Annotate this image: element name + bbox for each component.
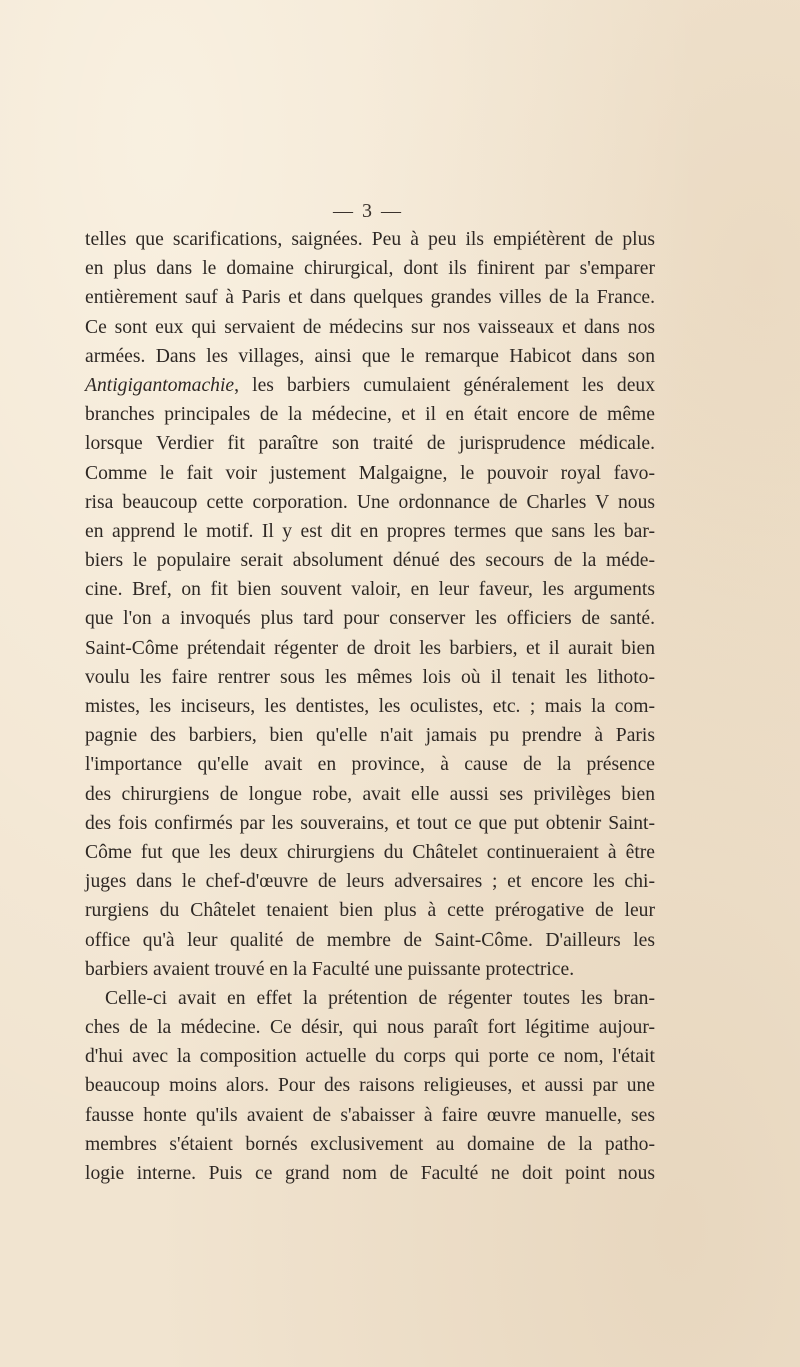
paragraph	[85, 225, 655, 984]
text-line: logie interne. Puis ce grand nom de Faculté ne doit point nous	[85, 1163, 655, 1184]
text-line: membres s'étaient bornés exclusivement au domaine de la patho-	[85, 1133, 655, 1155]
text-line: biers le populaire serait absolument dénué des secours de la méde-	[85, 550, 655, 572]
text-line: entièrement sauf à Paris et dans quelques grandes villes de la France.	[85, 287, 655, 309]
text-line	[85, 371, 655, 400]
text-line: lorsque Verdier fit paraître son traité de jurisprudence médicale.	[85, 433, 655, 455]
text-line: barbiers avaient trouvé en la Faculté une puissante protectrice.	[85, 958, 575, 980]
text-line: Comme le fait voir justement Malgaigne, le pouvoir royal favo-	[85, 462, 655, 484]
text-line: branches principales de la médecine, et il en était encore de même	[85, 404, 655, 426]
text-line: pagnie des barbiers, bien qu'elle n'ait jamais pu prendre à Paris	[85, 725, 655, 747]
text-line: des chirurgiens de longue robe, avait elle aussi ses privilèges bien	[85, 783, 655, 805]
text-line: que l'on a invoqués plus tard pour conserver les officiers de santé.	[85, 608, 655, 630]
text-line: Ce sont eux qui servaient de médecins sur nos vaisseaux et dans nos	[85, 316, 655, 338]
text-fragment: , les barbiers cumulaient généralement les deux	[234, 374, 655, 396]
text-line: telles que scarifications, saignées. Peu à peu ils empiétèrent de plus	[85, 229, 655, 250]
text-line: cine. Bref, on fit bien souvent valoir, en leur faveur, les arguments	[85, 579, 655, 601]
text-line: fausse honte qu'ils avaient de s'abaisser à faire œuvre manuelle, ses	[85, 1104, 655, 1126]
text-line: Saint-Côme prétendait régenter de droit les barbiers, et il aurait bien	[85, 637, 655, 659]
text-line: en apprend le motif. Il y est dit en propres termes que sans les bar-	[85, 520, 655, 542]
text-line: Celle-ci avait en effet la prétention de régenter toutes les bran-	[105, 987, 655, 1009]
text-line: rurgiens du Châtelet tenaient bien plus à cette prérogative de leur	[85, 900, 655, 922]
body-text	[85, 225, 655, 1188]
text-line: beaucoup moins alors. Pour des raisons religieuses, et aussi par une	[85, 1075, 655, 1097]
text-line: mistes, les inciseurs, les dentistes, les oculistes, etc. ; mais la com-	[85, 696, 655, 717]
text-line: en plus dans le domaine chirurgical, dont ils finirent par s'emparer	[85, 258, 655, 280]
text-line: juges dans le chef-d'œuvre de leurs adversaires ; et encore les chi-	[85, 871, 655, 893]
text-line: voulu les faire rentrer sous les mêmes lois où il tenait les lithoto-	[85, 666, 655, 688]
paragraph	[85, 984, 655, 1188]
text-line: office qu'à leur qualité de membre de Saint-Côme. D'ailleurs les	[85, 929, 655, 951]
book-title: Antigigantomachie	[85, 374, 235, 396]
text-line: risa beaucoup cette corporation. Une ordonnance de Charles V nous	[85, 491, 655, 513]
text-line: l'importance qu'elle avait en province, à cause de la présence	[85, 754, 655, 776]
text-line: armées. Dans les villages, ainsi que le remarque Habicot dans son	[85, 345, 655, 367]
text-line: des fois confirmés par les souverains, et tout ce que put obtenir Saint-	[85, 812, 655, 834]
text-line: ches de la médecine. Ce désir, qui nous paraît fort légitime aujour-	[85, 1017, 655, 1039]
text-line: d'hui avec la composition actuelle du corps qui porte ce nom, l'était	[85, 1046, 655, 1068]
page-number: — 3 —	[333, 200, 403, 222]
text-line: Côme fut que les deux chirurgiens du Châtelet continueraient à être	[85, 841, 655, 863]
